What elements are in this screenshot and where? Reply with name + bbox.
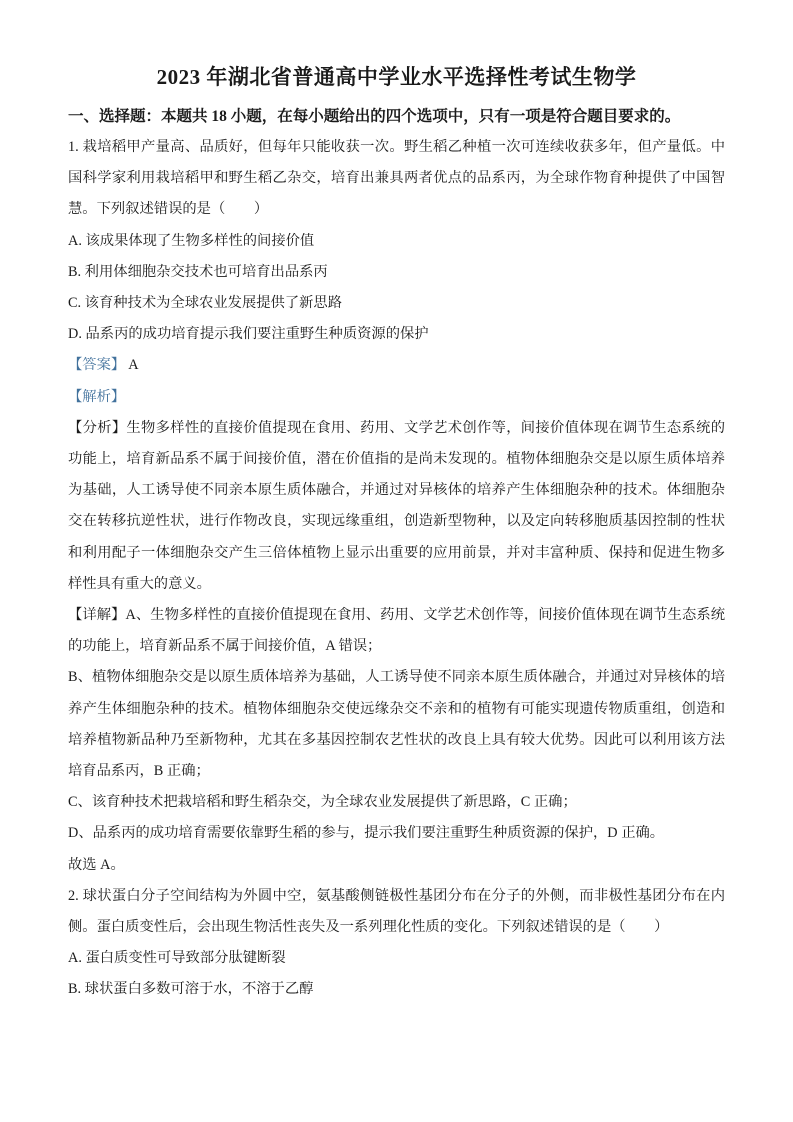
question-1-option-a: A. 该成果体现了生物多样性的间接价值	[68, 232, 315, 249]
question-2-option-b: B. 球状蛋白多数可溶于水，不溶于乙醇	[68, 981, 314, 998]
question-1-answer-line	[68, 350, 725, 381]
section-heading: 一、选择题：本题共 18 小题，在每小题给出的四个选项中，只有一项是符合题目要求的。	[68, 108, 681, 125]
question-1-jiexi-line	[68, 382, 725, 413]
question-1-xiangjie-a: 【详解】A、生物多样性的直接价值提现在食用、药用、文学艺术创作等，间接价值体现在调节生态系统的功能上，培育新品系不属于间接价值，A 错误；	[68, 607, 725, 655]
question-2-option-a: A. 蛋白质变性可导致部分肽键断裂	[68, 950, 286, 967]
question-1-conclusion: 故选 A。	[68, 856, 125, 873]
question-1-option-b: B. 利用体细胞杂交技术也可培育出品系丙	[68, 263, 328, 280]
question-1-xiangjie-d: D、品系丙的成功培育需要依靠野生稻的参与，提示我们要注重野生种质资源的保护，D 正确。	[68, 825, 665, 842]
jiexi-label: 【解析】	[68, 388, 126, 405]
question-1-option-d: D. 品系丙的成功培育提示我们要注重野生种质资源的保护	[68, 326, 429, 343]
question-1-xiangjie-b: B、植物体细胞杂交是以原生质体培养为基础，人工诱导使不同亲本原生质体融合，并通过对异核体的培养产生体细胞杂种的技术。植物体细胞杂交使远缘杂交不亲和的植物有可能实现遗传物质重组，创造和培养植物新品种乃至新物种，尤其在多基因控制农艺性状的改良上具有较大优势。因此可以利用该方法培育品系丙，B 正确；	[68, 669, 725, 780]
question-1-xiangjie-c: C、该育种技术把栽培稻和野生稻杂交，为全球农业发展提供了新思路，C 正确；	[68, 794, 577, 811]
question-2-stem: 2. 球状蛋白分子空间结构为外圆中空，氨基酸侧链极性基团分布在分子的外侧，而非极性基团分布在内侧。蛋白质变性后，会出现生物活性丧失及一系列理化性质的变化。下列叙述错误的是（ ）	[68, 887, 725, 936]
page-title: 2023 年湖北省普通高中学业水平选择性考试生物学	[156, 65, 637, 89]
question-1-stem: 1. 栽培稻甲产量高、品质好，但每年只能收获一次。野生稻乙种植一次可连续收获多年，但产量低。中国科学家利用栽培稻甲和野生稻乙杂交，培育出兼具两者优点的品系丙，为全球作物育种提供了中国智慧。下列叙述错误的是（ ）	[68, 139, 725, 218]
question-1-fenxi-paragraph: 【分析】生物多样性的直接价值提现在食用、药用、文学艺术创作等，间接价值体现在调节生态系统的功能上，培育新品系不属于间接价值，潜在价值指的是尚未发现的。植物体细胞杂交是以原生质体培养为基础，人工诱导使不同亲本原生质体融合，并通过对异核体的培养产生体细胞杂种的技术。体细胞杂交在转移抗逆性状，进行作物改良，实现远缘重组，创造新型物种，以及定向转移胞质基因控制的性状和利用配子一体细胞杂交产生三倍体植物上显示出重要的应用前景，并对丰富种质、保持和促进生物多样性具有重大的意义。	[68, 419, 725, 592]
answer-label: 【答案】	[68, 357, 126, 374]
answer-value: A	[128, 357, 139, 374]
question-1-option-c: C. 该育种技术为全球农业发展提供了新思路	[68, 295, 343, 312]
